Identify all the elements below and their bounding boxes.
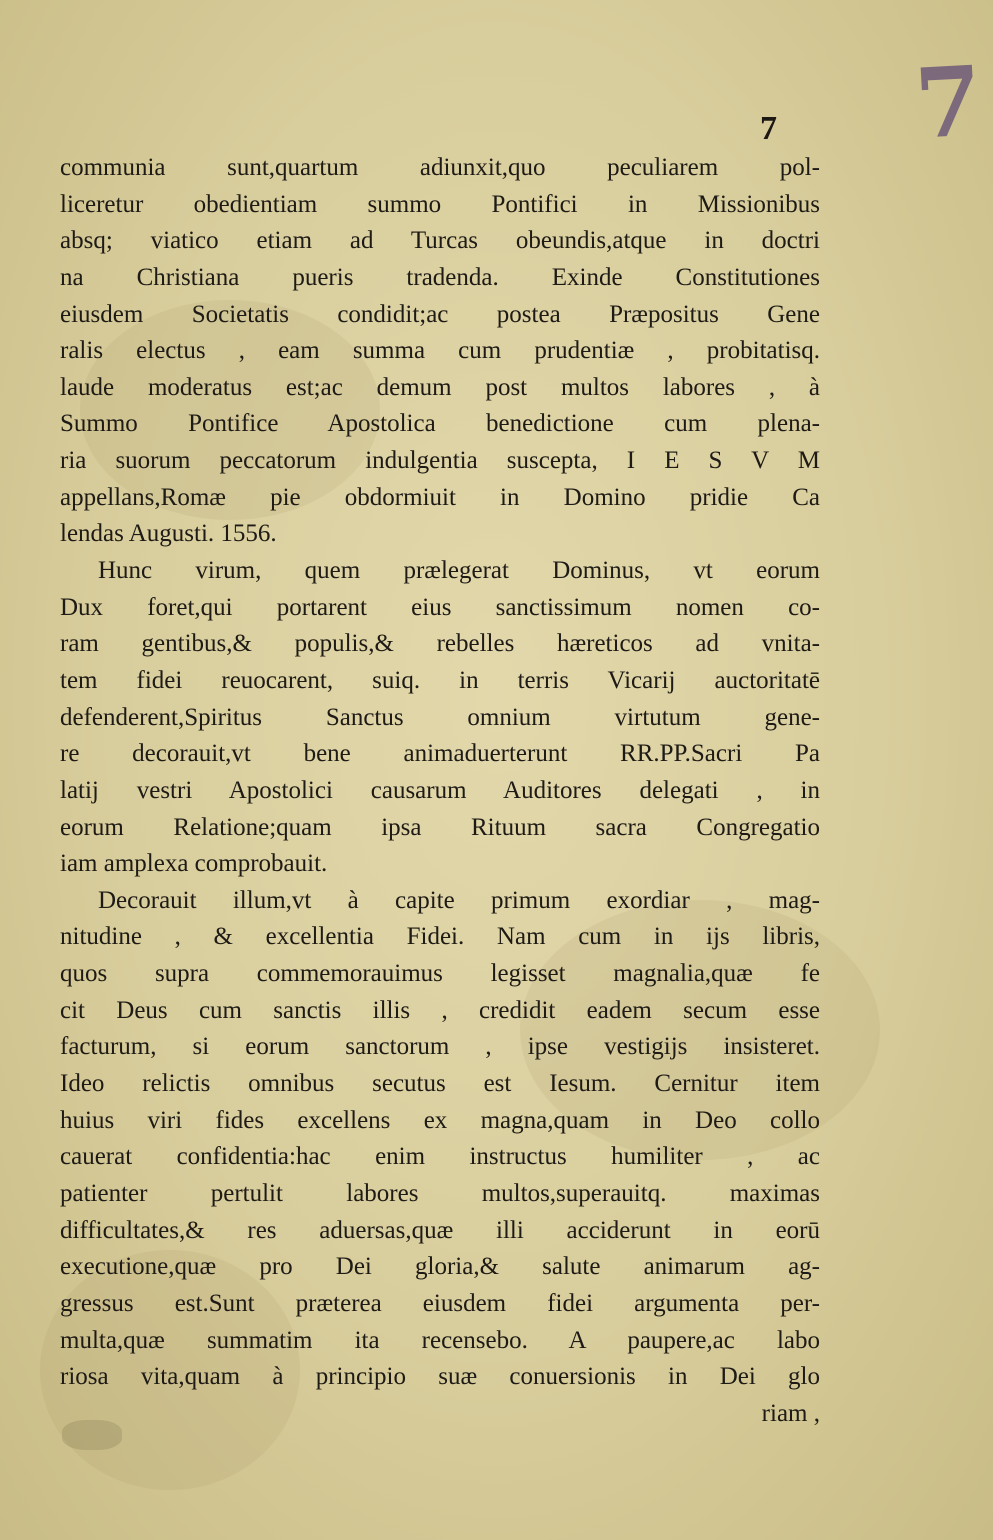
text-line: appellans,Romæ pie obdormiuit in Domino pridie Ca [60,483,820,511]
text-line: Decorauit illum,vt à capite primum exordiar , mag- [98,886,820,914]
text-line: lendas Augusti. 1556. [60,520,277,548]
text-line: re decorauit,vt bene animaduerterunt RR.PP.Sacri Pa [60,740,820,768]
text-line: difficultates,& res aduersas,quæ illi acciderunt in eorū [60,1216,820,1244]
text-line: ram gentibus,& populis,& rebelles hæreticos ad vnita- [60,630,820,658]
text-line: ria suorum peccatorum indulgentia suscepta, I E S V M [60,447,820,475]
text-line: iam amplexa comprobauit. [60,850,328,878]
text-line: latij vestri Apostolici causarum Auditores delegati , in [60,776,820,804]
text-line: na Christiana pueris tradenda. Exinde Constitutiones [60,263,820,291]
text-line: eorum Relatione;quam ipsa Rituum sacra Congregatio [60,813,820,841]
text-line: tem fidei reuocarent, suiq. in terris Vicarij auctoritatē [60,666,820,694]
folio-stamp: 7 [912,44,985,161]
text-line: facturum, si eorum sanctorum , ipse vestigijs insisteret. [60,1033,820,1061]
text-line: Ideo relictis omnibus secutus est Iesum. Cernitur item [60,1070,820,1098]
text-line: riosa vita,quam à principio suæ conuersionis in Dei glo [60,1363,820,1391]
text-line: eiusdem Societatis condidit;ac postea Præpositus Gene [60,300,820,328]
text-line: communia sunt,quartum adiunxit,quo peculiarem pol- [60,154,820,181]
text-line: multa,quæ summatim ita recensebo. A paupere,ac labo [60,1326,820,1354]
text-line: huius viri fides excellens ex magna,quam in Deo collo [60,1106,820,1134]
body-text [60,150,820,1432]
text-line: absq; viatico etiam ad Turcas obeundis,atque in doctri [60,227,820,255]
text-line: ralis electus , eam summa cum prudentiæ , probitatisq. [60,337,820,365]
text-line: Dux foret,qui portarent eius sanctissimum nomen co- [60,593,820,621]
page-number: 7 [760,110,777,147]
text-line: quos supra commemorauimus legisset magnalia,quæ fe [60,960,820,988]
text-line: riam , [761,1399,820,1427]
text-line: patienter pertulit labores multos,superauitq. maximas [60,1179,820,1207]
text-line: executione,quæ pro Dei gloria,& salute animarum ag- [60,1253,820,1281]
text-line: Summo Pontifice Apostolica benedictione cum plena- [60,410,820,438]
text-line: defenderent,Spiritus Sanctus omnium virtutum gene- [60,703,820,731]
text-line: cit Deus cum sanctis illis , credidit eadem secum esse [60,996,820,1024]
text-line: liceretur obedientiam summo Pontifici in Missionibus [60,190,820,218]
text-line: cauerat confidentia:hac enim instructus humiliter , ac [60,1143,820,1171]
text-line: gressus est.Sunt præterea eiusdem fidei argumenta per- [60,1289,820,1317]
text-line: laude moderatus est;ac demum post multos labores , à [60,373,820,401]
text-line: nitudine , & excellentia Fidei. Nam cum in ijs libris, [60,923,820,951]
ink-smudge [62,1420,122,1450]
text-line: Hunc virum, quem prælegerat Dominus, vt eorum [98,557,820,585]
